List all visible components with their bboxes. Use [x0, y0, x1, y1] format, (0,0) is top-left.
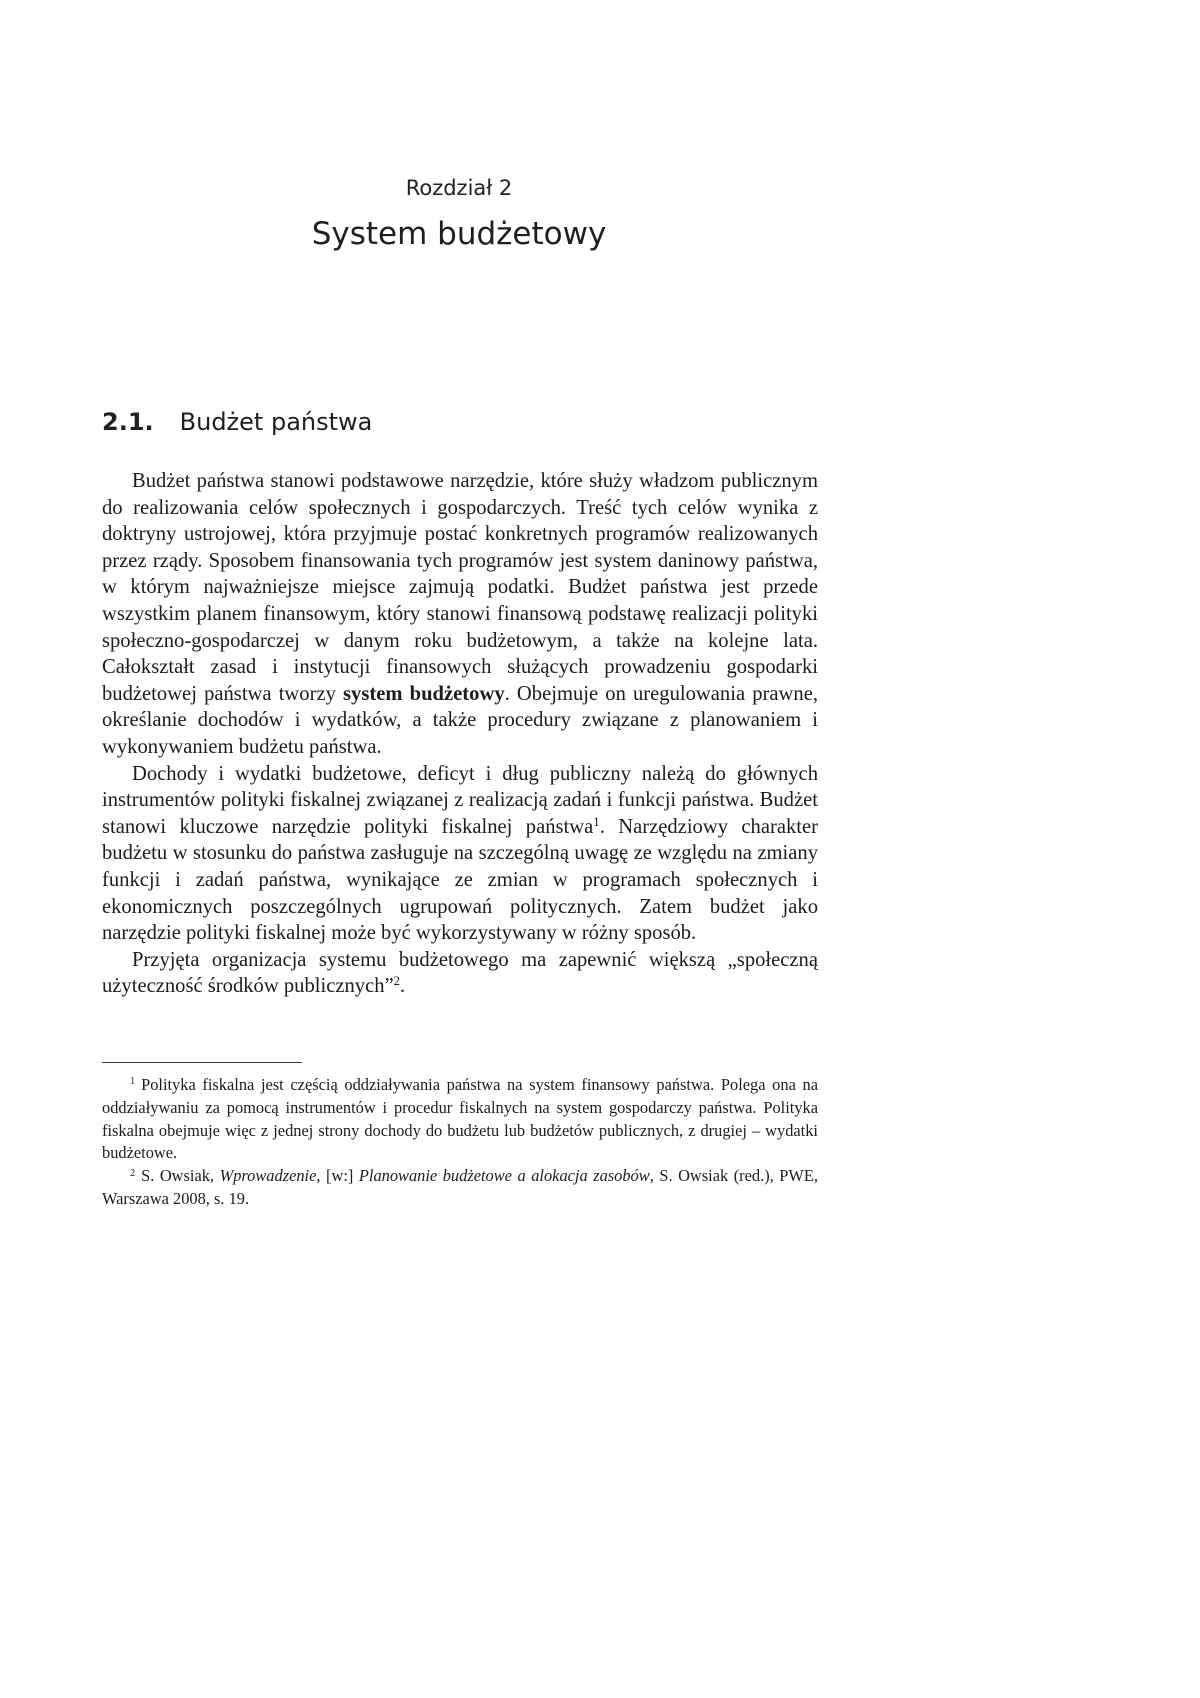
- paragraph: [102, 468, 818, 761]
- footnote-work-title: Wprowadzenie: [219, 1166, 317, 1186]
- footnote-author: S. Owsiak,: [141, 1166, 220, 1186]
- paragraph-text: . Narzędziowy charakter budżetu w stosunku do państwa zasługuje na szczególną uwagę ze względu na zmiany funkcji i zadań państwa, wynikające ze zmian w programach społecznych i ekonomicznych poszczególnych ugrupowań politycznych. Zatem budżet jako narzędzie polityki fiskalnej może być wykorzystywany w różny sposób.: [102, 815, 818, 945]
- section-heading: [102, 408, 372, 436]
- footnote-text: Polityka fiskalna jest częścią oddziaływania państwa na system finansowy państwa. Polega ona na oddziaływaniu za pomocą instrumentów i procedur fiskalnych na system gospodarczy państwa. Polityka fiskalna obejmuje więc z jednej strony dochody do budżetu lub budżetów publicznych, z drugiej – wydatki budżetowe.: [102, 1075, 818, 1163]
- section-number: 2.1.: [102, 408, 154, 436]
- footnote-book-title: Planowanie budżetowe a alokacja zasobów: [358, 1166, 650, 1186]
- footnote-rule: [102, 1062, 302, 1063]
- paragraph-text: . Obejmuje on uregulowania prawne, określanie dochodów i wydatków, a także procedury związane z planowaniem i wykonywaniem budżetu państwa.: [102, 682, 818, 758]
- paragraph-text: Przyjęta organizacja systemu budżetowego ma zapewnić większą „społeczną użyteczność środków publicznych”: [102, 948, 818, 998]
- footnote-ref[interactable]: 2: [393, 974, 401, 989]
- paragraph-text: Dochody i wydatki budżetowe, deficyt i dług publiczny należą do głównych instrumentów polityki fiskalnej związanej z realizacją zadań i funkcji państwa. Budżet stanowi kluczowe narzędzie polityki fiskalnej państwa: [102, 762, 818, 838]
- footnote-text: , [w:]: [316, 1166, 359, 1186]
- footnote-marker: 1: [130, 1076, 136, 1088]
- chapter-title: System budżetowy: [311, 216, 607, 252]
- footnote-marker: 2: [130, 1167, 136, 1179]
- footnote: [102, 1074, 818, 1165]
- paragraph: [102, 947, 818, 1000]
- bold-term: system budżetowy: [343, 682, 505, 705]
- footnote-text: , S. Owsiak (red.), PWE, Warszawa 2008, s. 19.: [102, 1166, 818, 1208]
- section-title: Budżet państwa: [179, 408, 373, 436]
- footnote-ref[interactable]: 1: [593, 814, 600, 829]
- footnote: [102, 1165, 818, 1211]
- footnotes: [102, 1074, 818, 1211]
- body-text: [102, 468, 818, 1000]
- paragraph: [102, 761, 818, 947]
- chapter-label: Rozdział 2: [405, 176, 513, 200]
- paragraph-text: Budżet państwa stanowi podstawowe narzędzie, które służy władzom publicznym do realizowania celów społecznych i gospodarczych. Treść tych celów wynika z doktryny ustrojowej, która przyjmuje postać konkretnych programów realizowanych przez rządy. Sposobem finansowania tych programów jest system daninowy państwa, w którym najważniejsze miejsce zajmują podatki. Budżet państwa jest przede wszystkim planem finansowym, który stanowi finansową podstawę realizacji polityki społeczno-gospodarczej w danym roku budżetowym, a także na kolejne lata. Całokształt zasad i instytucji finansowych służących prowadzeniu gospodarki budżetowej państwa tworzy: [102, 470, 818, 705]
- paragraph-text: .: [400, 975, 406, 998]
